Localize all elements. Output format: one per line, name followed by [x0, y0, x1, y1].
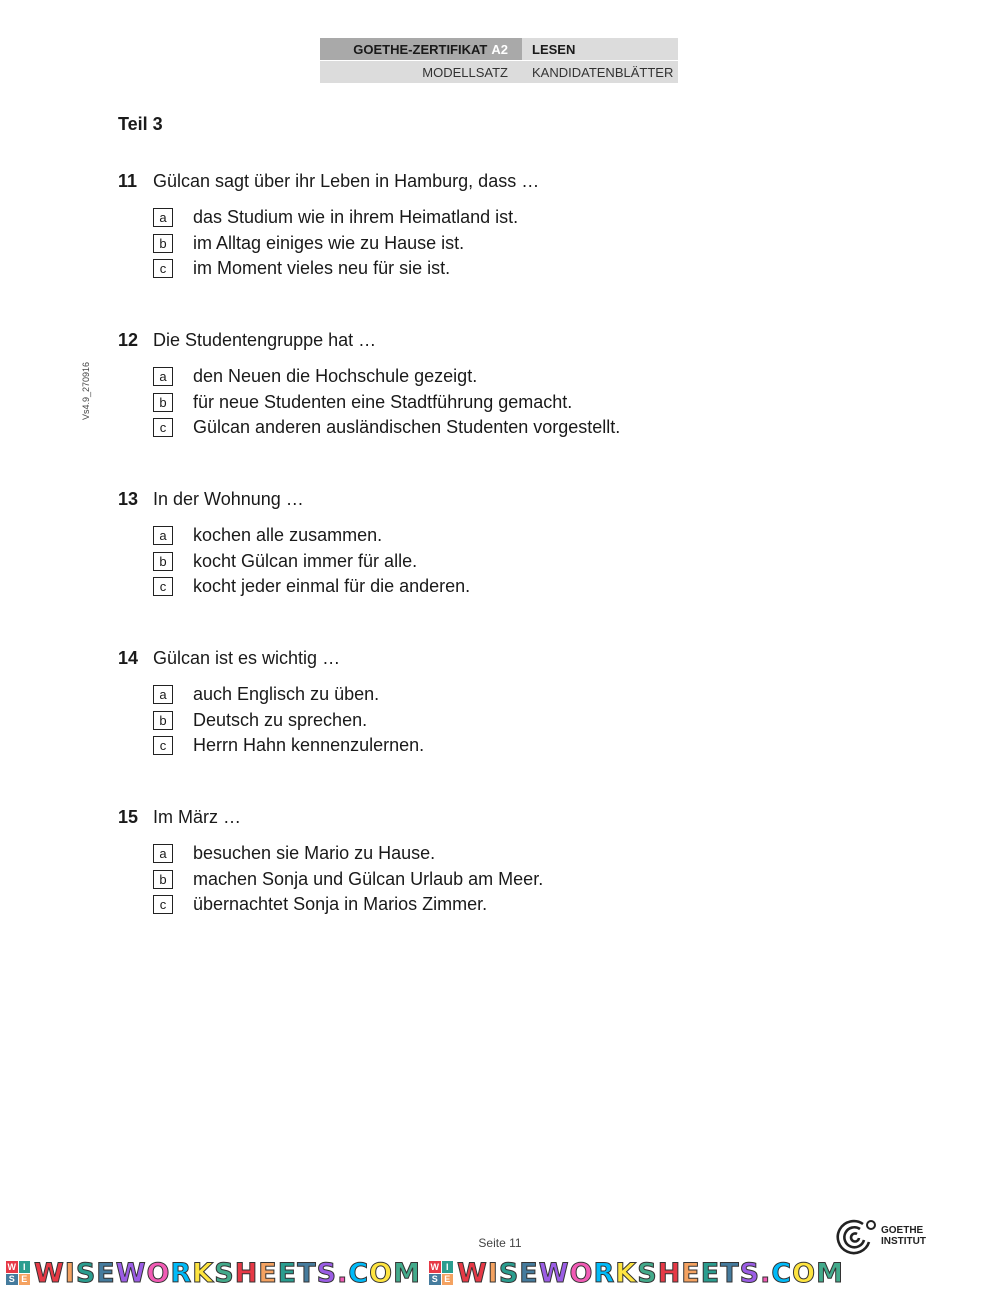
answer-text: das Studium wie in ihrem Heimatland ist.	[193, 207, 519, 228]
question-13	[118, 489, 818, 600]
banner-logo-letter: I	[19, 1261, 31, 1273]
answer-text: machen Sonja und Gülcan Urlaub am Meer.	[193, 868, 544, 889]
banner-logo-letter: E	[442, 1274, 454, 1286]
question-text: Im März …	[153, 807, 241, 827]
question-number: 13	[118, 489, 139, 509]
question-text: Die Studentengruppe hat …	[153, 330, 377, 350]
banner-item	[429, 1258, 844, 1289]
question-number: 15	[118, 807, 139, 827]
answer-options	[153, 682, 818, 759]
question-number: 14	[118, 648, 139, 668]
answer-checkbox[interactable]: a	[153, 685, 173, 704]
question-number: 11	[118, 171, 138, 191]
answer-option-a[interactable]	[153, 682, 818, 708]
goethe-logo-icon	[833, 1216, 877, 1256]
answer-checkbox[interactable]: b	[153, 711, 173, 730]
banner-logo-icon	[6, 1261, 30, 1285]
goethe-institut-logo	[833, 1216, 926, 1256]
answer-checkbox[interactable]: b	[153, 552, 173, 571]
banner-item	[6, 1258, 421, 1289]
answer-checkbox[interactable]: c	[153, 736, 173, 755]
answer-option-a[interactable]	[153, 364, 818, 390]
version-code: Vs4.9_270916	[81, 361, 91, 421]
answer-text: kochen alle zusammen.	[193, 525, 383, 546]
sheets-label: KANDIDATENBLÄTTER	[522, 61, 678, 83]
logo-line-2: INSTITUT	[881, 1236, 926, 1247]
answer-checkbox[interactable]: c	[153, 577, 173, 596]
answer-option-c[interactable]	[153, 733, 818, 759]
question-text: Gülcan sagt über ihr Leben in Hamburg, dass …	[153, 171, 540, 191]
banner-logo-letter: E	[19, 1274, 31, 1286]
question-header	[118, 807, 818, 833]
answer-option-c[interactable]	[153, 415, 818, 441]
question-header	[118, 489, 818, 515]
certificate-name: GOETHE-ZERTIFIKAT	[353, 41, 488, 57]
answer-text: auch Englisch zu üben.	[193, 684, 380, 705]
answer-option-c[interactable]	[153, 574, 818, 600]
banner-logo-letter: W	[7, 1261, 16, 1272]
page-number: Seite 11	[478, 1236, 522, 1250]
certificate-level: A2	[491, 41, 508, 57]
answer-text: kocht Gülcan immer für alle.	[193, 550, 418, 571]
answer-checkbox[interactable]: b	[153, 234, 173, 253]
answer-option-a[interactable]	[153, 523, 818, 549]
module-name: LESEN	[522, 38, 678, 60]
answer-option-c[interactable]	[153, 892, 818, 918]
answer-text: Gülcan anderen ausländischen Studenten vorgestellt.	[193, 417, 621, 438]
answer-text: übernachtet Sonja in Marios Zimmer.	[193, 894, 488, 915]
answer-option-b[interactable]	[153, 231, 818, 257]
answer-checkbox[interactable]: b	[153, 870, 173, 889]
question-header	[118, 330, 818, 356]
answer-text: für neue Studenten eine Stadtführung gemacht.	[193, 391, 573, 412]
answer-text: kocht jeder einmal für die anderen.	[193, 576, 471, 597]
question-header	[118, 171, 818, 197]
answer-text: im Moment vieles neu für sie ist.	[193, 258, 451, 279]
question-15	[118, 807, 818, 918]
question-14	[118, 648, 818, 759]
answer-options	[153, 205, 818, 282]
answer-text: Herrn Hahn kennenzulernen.	[193, 735, 425, 756]
question-number: 12	[118, 330, 139, 350]
answer-checkbox[interactable]: a	[153, 367, 173, 386]
part-title: Teil 3	[118, 114, 163, 134]
answer-option-a[interactable]	[153, 841, 818, 867]
answer-options	[153, 364, 818, 441]
answer-checkbox[interactable]: c	[153, 259, 173, 278]
answer-checkbox[interactable]: b	[153, 393, 173, 412]
header-row-top	[320, 38, 678, 60]
banner-logo-letter: S	[429, 1274, 441, 1286]
answer-text: den Neuen die Hochschule gezeigt.	[193, 366, 478, 387]
header-row-bottom	[320, 61, 678, 83]
exam-header	[320, 38, 678, 84]
certificate-title	[320, 38, 522, 60]
answer-text: im Alltag einiges wie zu Hause ist.	[193, 232, 465, 253]
answer-checkbox[interactable]: a	[153, 208, 173, 227]
banner-text: WISEWORKSHEETS.COM	[457, 1257, 844, 1289]
question-header	[118, 648, 818, 674]
answer-checkbox[interactable]: c	[153, 895, 173, 914]
model-label: MODELLSATZ	[320, 61, 522, 83]
answer-option-c[interactable]	[153, 256, 818, 282]
logo-text	[881, 1225, 926, 1247]
logo-line-1: GOETHE	[881, 1225, 924, 1236]
question-text: Gülcan ist es wichtig …	[153, 648, 341, 668]
answer-checkbox[interactable]: c	[153, 418, 173, 437]
banner-text: WISEWORKSHEETS.COM	[34, 1257, 421, 1289]
answer-options	[153, 523, 818, 600]
answer-option-b[interactable]	[153, 708, 818, 734]
answer-checkbox[interactable]: a	[153, 526, 173, 545]
answer-option-b[interactable]	[153, 549, 818, 575]
answer-options	[153, 841, 818, 918]
answer-option-a[interactable]	[153, 205, 818, 231]
question-11	[118, 171, 818, 282]
question-text: In der Wohnung …	[153, 489, 304, 509]
answer-option-b[interactable]	[153, 867, 818, 893]
answer-checkbox[interactable]: a	[153, 844, 173, 863]
answer-text: Deutsch zu sprechen.	[193, 709, 368, 730]
banner-logo-icon	[429, 1261, 453, 1285]
question-12	[118, 330, 818, 441]
answer-text: besuchen sie Mario zu Hause.	[193, 843, 436, 864]
answer-option-b[interactable]	[153, 390, 818, 416]
watermark-banner	[0, 1258, 1000, 1288]
banner-logo-letter: S	[6, 1274, 18, 1286]
banner-logo-letter: I	[442, 1261, 454, 1273]
banner-logo-letter: W	[430, 1261, 439, 1272]
